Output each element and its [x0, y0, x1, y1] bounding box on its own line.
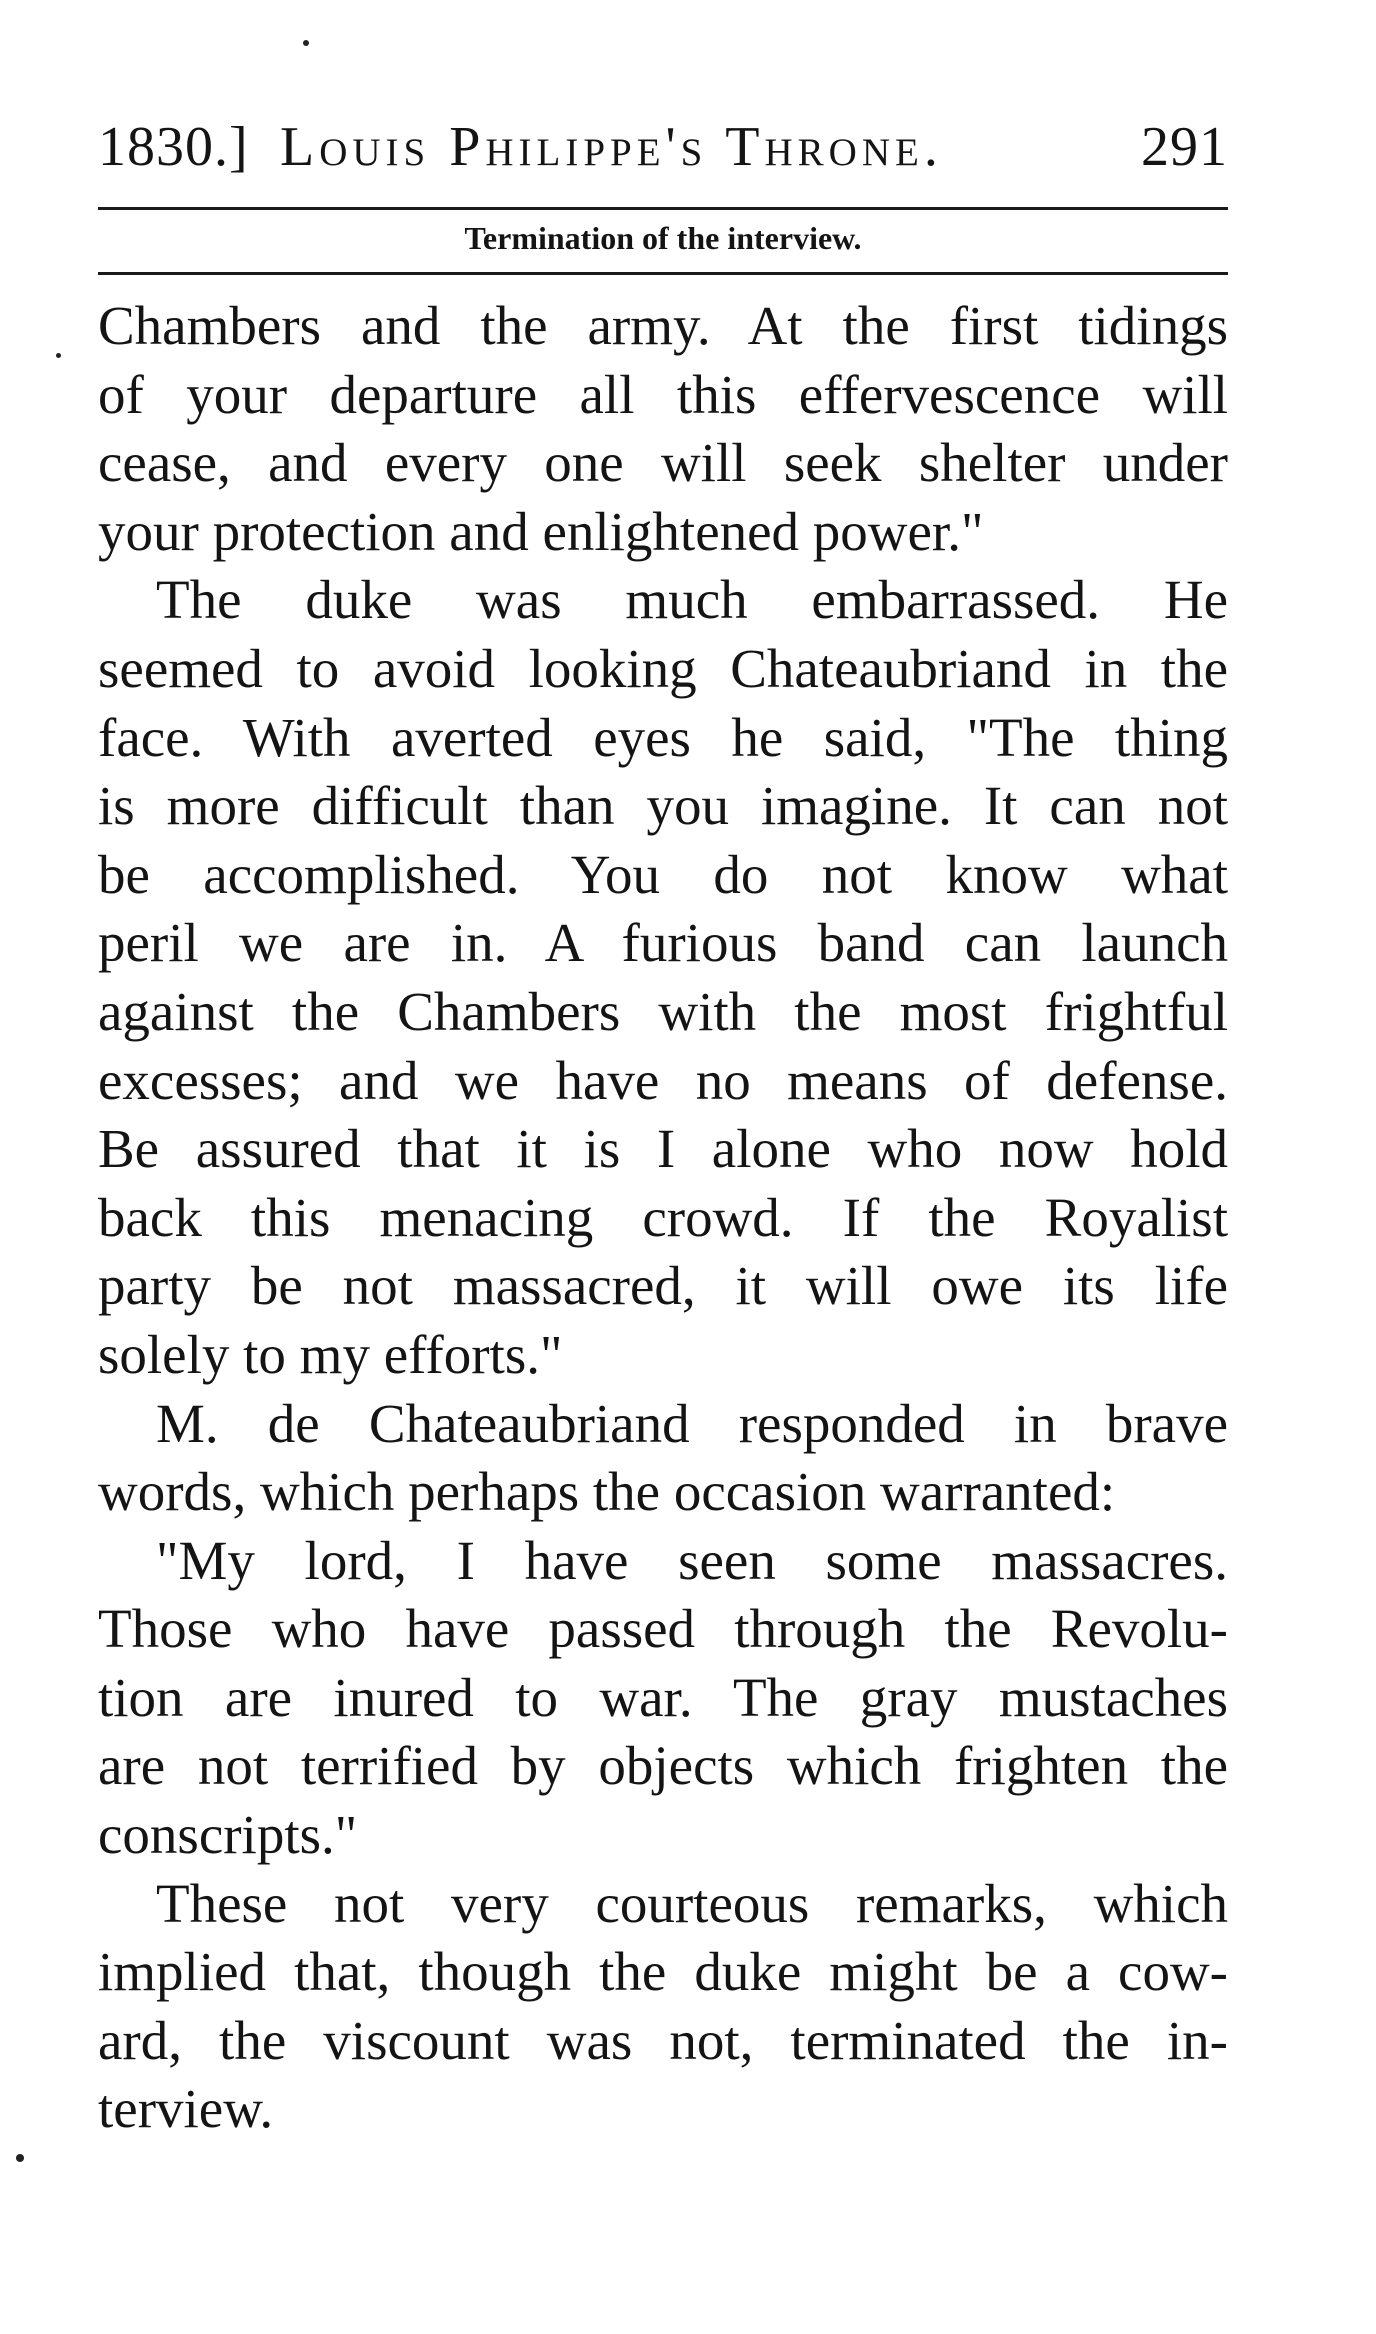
text-line: cease, and every one will seek shelter under [98, 432, 1228, 494]
text-line: Those who have passed through the Revolu- [98, 1598, 1228, 1660]
text-line: party be not massacred, it will owe its life [98, 1255, 1228, 1317]
text-line: These not very courteous remarks, which [156, 1872, 1228, 1934]
text-line: against the Chambers with the most frightful [98, 980, 1228, 1042]
text-line: Be assured that it is I alone who now hold [98, 1118, 1228, 1180]
print-speck [56, 353, 61, 358]
text-line: of your departure all this effervescence will [98, 363, 1228, 425]
text-line: terview. [98, 2078, 274, 2140]
section-subheading: Termination of the interview. [464, 220, 862, 256]
text-line: excesses; and we have no means of defense. [98, 1049, 1228, 1111]
print-speck [303, 40, 309, 46]
header-running-title: Louis Philippe's Throne. [280, 116, 943, 178]
text-line: are not terrified by objects which frighten the [98, 1735, 1228, 1797]
text-line: Chambers and the army. At the first tidings [98, 295, 1228, 356]
text-line: ard, the viscount was not, terminated the in- [98, 2009, 1228, 2071]
running-header [98, 112, 1228, 182]
text-line: M. de Chateaubriand responded in brave [156, 1392, 1228, 1454]
text-line: be accomplished. You do not know what [98, 843, 1228, 905]
text-line: seemed to avoid looking Chateaubriand in the [98, 637, 1228, 699]
text-line: peril we are in. A furious band can launch [98, 912, 1228, 974]
text-line: solely to my efforts." [98, 1323, 563, 1385]
text-line: your protection and enlightened power." [98, 500, 984, 562]
header-year: 1830.] [98, 116, 249, 178]
text-line: back this menacing crowd. If the Royalist [98, 1186, 1228, 1248]
text-line: conscripts." [98, 1804, 358, 1866]
text-line: The duke was much embarrassed. He [156, 569, 1228, 631]
text-line: tion are inured to war. The gray mustaches [98, 1666, 1228, 1728]
text-line: implied that, though the duke might be a cow- [98, 1941, 1228, 2003]
body-text [98, 292, 1228, 2144]
header-rule-bottom [98, 272, 1228, 275]
page-number: 291 [1141, 116, 1228, 178]
text-line: face. With averted eyes he said, "The thing [98, 706, 1228, 768]
text-line: words, which perhaps the occasion warranted: [98, 1461, 1116, 1523]
text-line: is more difficult than you imagine. It can not [98, 775, 1228, 837]
header-rule-top [98, 207, 1228, 210]
print-speck [16, 2154, 24, 2162]
text-line: "My lord, I have seen some massacres. [156, 1529, 1228, 1591]
